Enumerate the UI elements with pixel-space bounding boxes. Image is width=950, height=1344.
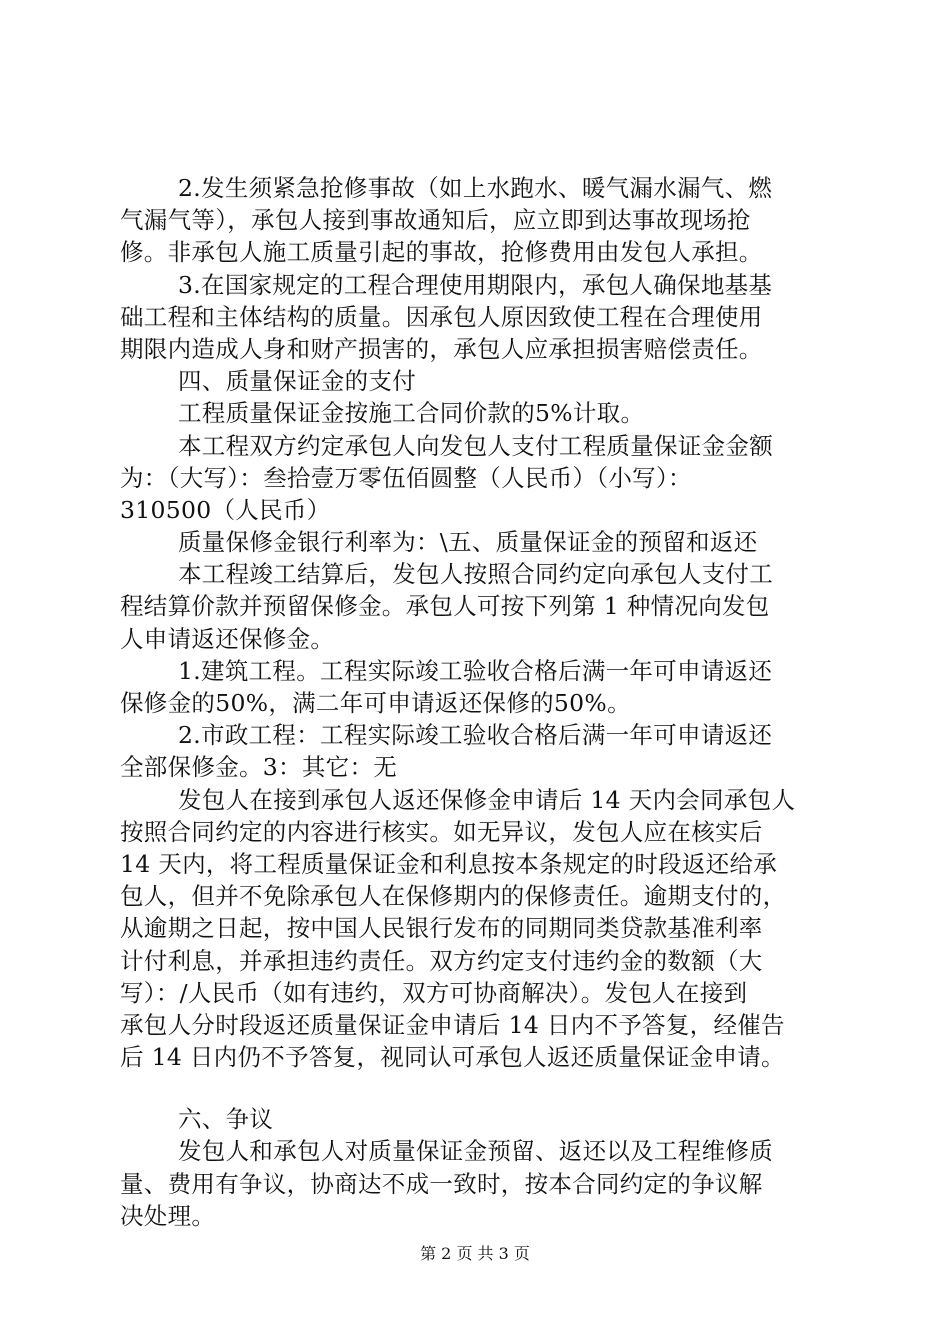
text-line: 310500（人民币） bbox=[120, 495, 331, 524]
text-line: 计付利息，并承担违约责任。双方约定支付违约金的数额（大 bbox=[120, 946, 763, 975]
page-number-footer: 第 2 页 共 3 页 bbox=[420, 1244, 530, 1263]
text-line: 全部保修金。3：其它：无 bbox=[120, 753, 398, 782]
text-line: 为：（大写）：叁拾壹万零伍佰圆整（人民币）（小写）： bbox=[120, 463, 692, 492]
paragraph-return-procedure bbox=[120, 784, 836, 1074]
paragraph-deposit-rate bbox=[120, 397, 836, 429]
paragraph-bank-rate bbox=[120, 526, 836, 558]
paragraph-settlement bbox=[120, 558, 836, 655]
text-line: 后 14 日内仍不予答复，视同认可承包人返还质量保证金申请。 bbox=[120, 1043, 785, 1072]
text-line: 1.建筑工程。工程实际竣工验收合格后满一年可申请返还 bbox=[178, 656, 773, 685]
text-line: 按照合同约定的内容进行核实。如无异议，发包人应在核实后 bbox=[120, 817, 763, 846]
paragraph-deposit-amount bbox=[120, 430, 836, 527]
paragraph-municipal-works bbox=[120, 719, 836, 783]
text-line: 修。非承包人施工质量引起的事故，抢修费用由发包人承担。 bbox=[120, 238, 763, 267]
text-line: 2.发生须紧急抢修事故（如上水跑水、暖气漏水漏气、燃 bbox=[178, 174, 773, 202]
heading-line: 四、质量保证金的支付 bbox=[178, 367, 416, 396]
text-line: 气漏气等），承包人接到事故通知后，应立即到达事故现场抢 bbox=[120, 206, 751, 235]
text-line: 承包人分时段返还质量保证金申请后 14 日内不予答复，经催告 bbox=[120, 1010, 785, 1039]
text-line: 期限内造成人身和财产损害的，承包人应承担损害赔偿责任。 bbox=[120, 334, 763, 363]
text-line: 发包人和承包人对质量保证金预留、返还以及工程维修质 bbox=[178, 1137, 773, 1166]
text-line: 14 天内，将工程质量保证金和利息按本条规定的时段返还给承 bbox=[120, 849, 778, 878]
section-heading-dispute bbox=[120, 1103, 836, 1135]
section-heading-payment bbox=[120, 365, 836, 397]
text-line: 础工程和主体结构的质量。因承包人原因致使工程在合理使用 bbox=[120, 302, 763, 331]
text-line: 程结算价款并预留保修金。承包人可按下列第 1 种情况向发包 bbox=[120, 592, 770, 621]
paragraph-spacer bbox=[120, 1073, 836, 1103]
text-line: 质量保修金银行利率为：\五、质量保证金的预留和返还 bbox=[178, 528, 758, 557]
paragraph-emergency-repair bbox=[120, 172, 836, 269]
heading-line: 六、争议 bbox=[178, 1105, 274, 1134]
document-body bbox=[120, 172, 836, 1232]
text-line: 本工程竣工结算后，发包人按照合同约定向承包人支付工 bbox=[178, 560, 773, 589]
text-line: 2.市政工程：工程实际竣工验收合格后满一年可申请返还 bbox=[178, 721, 773, 750]
text-line: 工程质量保证金按施工合同价款的5%计取。 bbox=[178, 399, 645, 428]
text-line: 本工程双方约定承包人向发包人支付工程质量保证金金额 bbox=[178, 431, 773, 460]
paragraph-foundation-quality bbox=[120, 269, 836, 366]
text-line: 决处理。 bbox=[120, 1201, 216, 1230]
text-line: 写）：/人民币（如有违约，双方可协商解决）。发包人在接到 bbox=[120, 978, 748, 1007]
text-line: 3.在国家规定的工程合理使用期限内，承包人确保地基基 bbox=[178, 270, 773, 299]
paragraph-building-works bbox=[120, 655, 836, 719]
text-line: 包人，但并不免除承包人在保修期内的保修责任。逾期支付的， bbox=[120, 882, 787, 911]
text-line: 发包人在接到承包人返还保修金申请后 14 天内会同承包人 bbox=[178, 785, 796, 814]
text-line: 从逾期之日起，按中国人民银行发布的同期同类贷款基准利率 bbox=[120, 914, 763, 943]
text-line: 人申请返还保修金。 bbox=[120, 624, 335, 653]
text-line: 量、费用有争议，协商达不成一致时，按本合同约定的争议解 bbox=[120, 1169, 763, 1198]
paragraph-dispute-resolution bbox=[120, 1135, 836, 1232]
text-line: 保修金的50%，满二年可申请返还保修的50%。 bbox=[120, 689, 631, 717]
